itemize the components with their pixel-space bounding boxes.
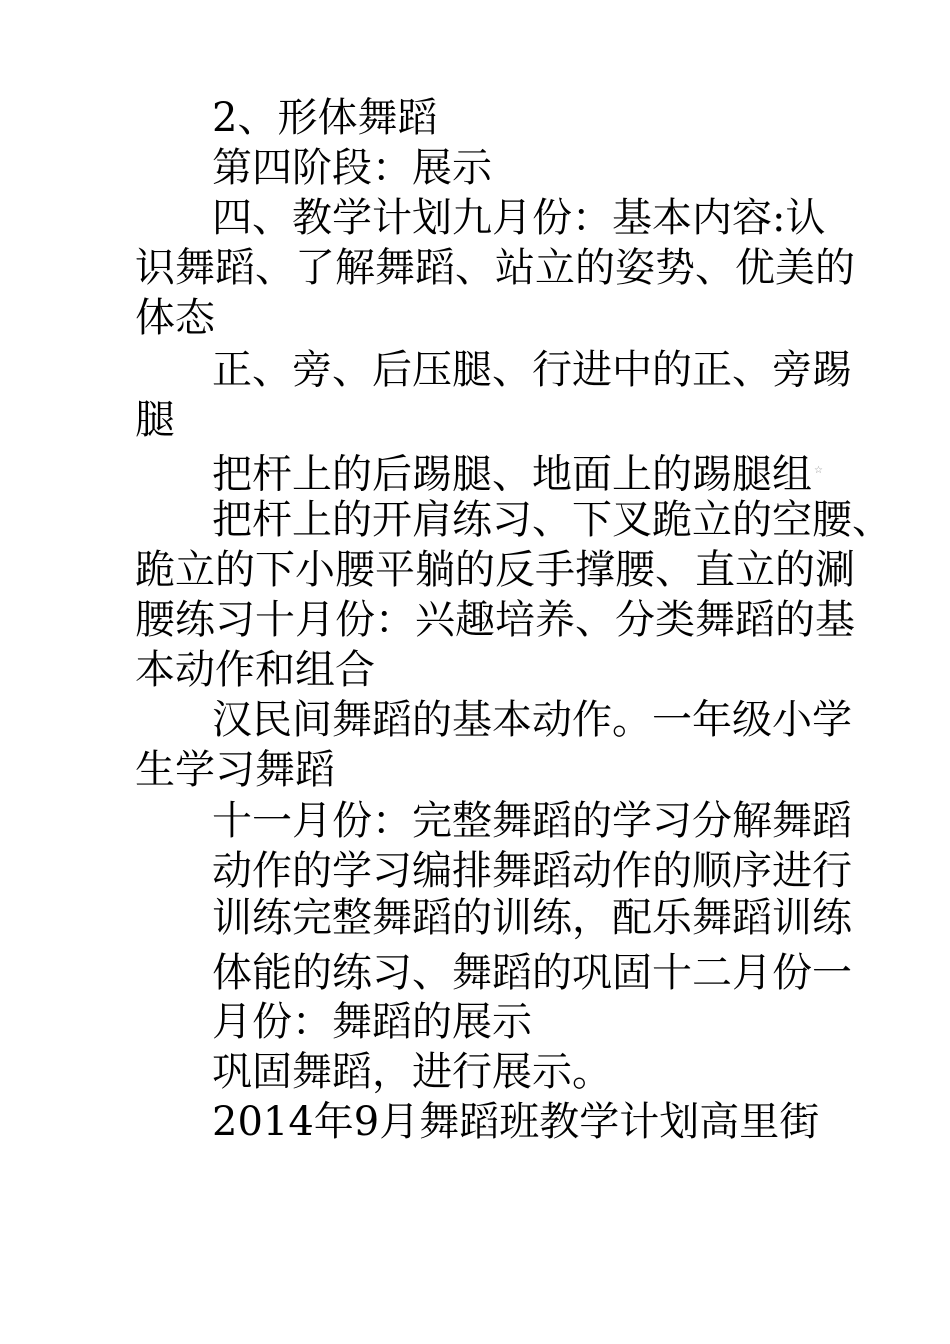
text-line: 巩固舞蹈，进行展示。 bbox=[212, 1049, 612, 1095]
text-line: 跪立的下小腰平躺的反手撑腰、直立的涮 bbox=[135, 547, 855, 593]
text-line: 动作的学习编排舞蹈动作的顺序进行 bbox=[212, 848, 852, 894]
text-line: 体能的练习、舞蹈的巩固十二月份一 bbox=[212, 950, 852, 996]
text-line: 训练完整舞蹈的训练，配乐舞蹈训练 bbox=[212, 895, 852, 941]
text-line: 十一月份：完整舞蹈的学习分解舞蹈 bbox=[212, 798, 852, 844]
text-line: 四、教学计划九月份：基本内容:认 bbox=[212, 195, 826, 241]
text-line: 2、形体舞蹈 bbox=[212, 95, 438, 141]
text-line: 生学习舞蹈 bbox=[135, 747, 335, 793]
text-line: 把杆上的开肩练习、下叉跪立的空腰、 bbox=[212, 497, 892, 543]
text-line: 月份：舞蹈的展示 bbox=[212, 999, 532, 1045]
text-line-content: 把杆上的后踢腿、地面上的踢腿组 bbox=[212, 451, 812, 498]
text-line: 第四阶段：展示 bbox=[212, 145, 492, 191]
text-line: 识舞蹈、了解舞蹈、站立的姿势、优美的 bbox=[135, 245, 855, 291]
text-line: 腰练习十月份：兴趣培养、分类舞蹈的基 bbox=[135, 597, 855, 643]
text-line: 体态 bbox=[135, 295, 215, 341]
text-line: 本动作和组合 bbox=[135, 647, 375, 693]
text-line: 正、旁、后压腿、行进中的正、旁踢 bbox=[212, 347, 852, 393]
text-line: 汉民间舞蹈的基本动作。一年级小学 bbox=[212, 697, 852, 743]
text-line bbox=[212, 446, 823, 499]
text-line: 腿 bbox=[135, 397, 175, 443]
text-line: 2014年9月舞蹈班教学计划高里街 bbox=[212, 1099, 820, 1145]
small-mark: ☆ bbox=[814, 465, 823, 476]
